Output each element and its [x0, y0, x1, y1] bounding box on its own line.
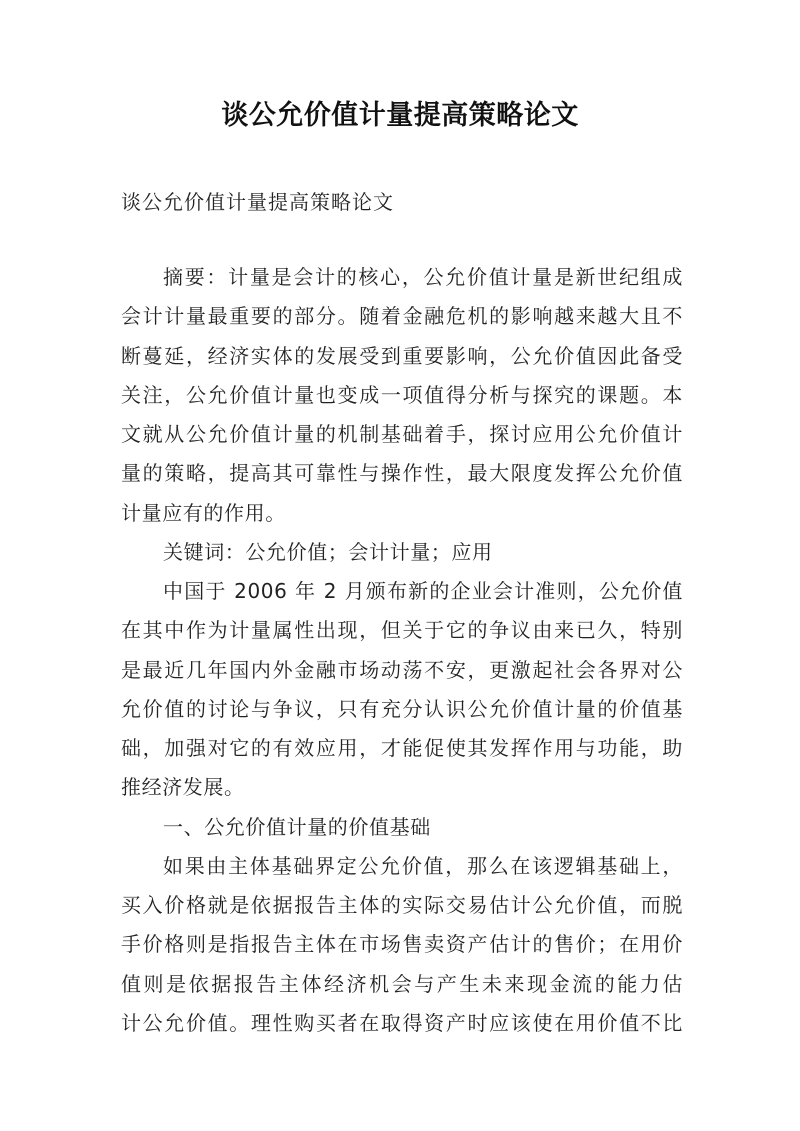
- text-line: 计量应有的作用。: [121, 500, 286, 525]
- text-line: 摘要：计量是会计的核心，公允价值计量是新世纪组成: [163, 265, 683, 289]
- text-line: 量的策略，提高其可靠性与操作性，最大限度发挥公允价值: [121, 461, 683, 486]
- text-line: 中国于 2006 年 2 月颁布新的企业会计准则，公允价值: [163, 579, 683, 603]
- text-line: 在其中作为计量属性出现，但关于它的争议由来已久，特别: [121, 618, 683, 643]
- document-body: [121, 258, 683, 1043]
- text-line: 允价值的讨论与争议，只有充分认识公允价值计量的价值基: [121, 696, 683, 721]
- text-line: 推经济发展。: [121, 775, 245, 800]
- text-line: 关键词：公允价值；会计计量；应用: [163, 539, 493, 564]
- text-line: 一、公允价值计量的价值基础: [163, 814, 431, 839]
- text-line: 值则是依据报告主体经济机会与产生未来现金流的能力估: [121, 971, 683, 996]
- text-line: 文就从公允价值计量的机制基础着手，探讨应用公允价值计: [121, 422, 683, 446]
- text-line: 断蔓延，经济实体的发展受到重要影响，公允价值因此备受: [121, 343, 683, 368]
- document-title: 谈公允价值计量提高策略论文: [221, 100, 579, 131]
- text-line: 础，加强对它的有效应用，才能促使其发挥作用与功能，助: [121, 736, 683, 760]
- text-line: 会计计量最重要的部分。随着金融危机的影响越来越大且不: [121, 304, 683, 329]
- text-line: 手价格则是指报告主体在市场售卖资产估计的售价；在用价: [121, 932, 683, 957]
- text-line: 关注，公允价值计量也变成一项值得分析与探究的课题。本: [121, 382, 683, 407]
- text-line: 计公允价值。理性购买者在取得资产时应该使在用价值不比: [121, 1010, 683, 1035]
- document-subtitle: 谈公允价值计量提高策略论文: [121, 190, 394, 214]
- text-line: 是最近几年国内外金融市场动荡不安，更激起社会各界对公: [121, 657, 683, 682]
- text-line: 如果由主体基础界定公允价值，那么在该逻辑基础上，: [163, 853, 683, 878]
- text-line: 买入价格就是依据报告主体的实际交易估计公允价值，而脱: [121, 893, 683, 917]
